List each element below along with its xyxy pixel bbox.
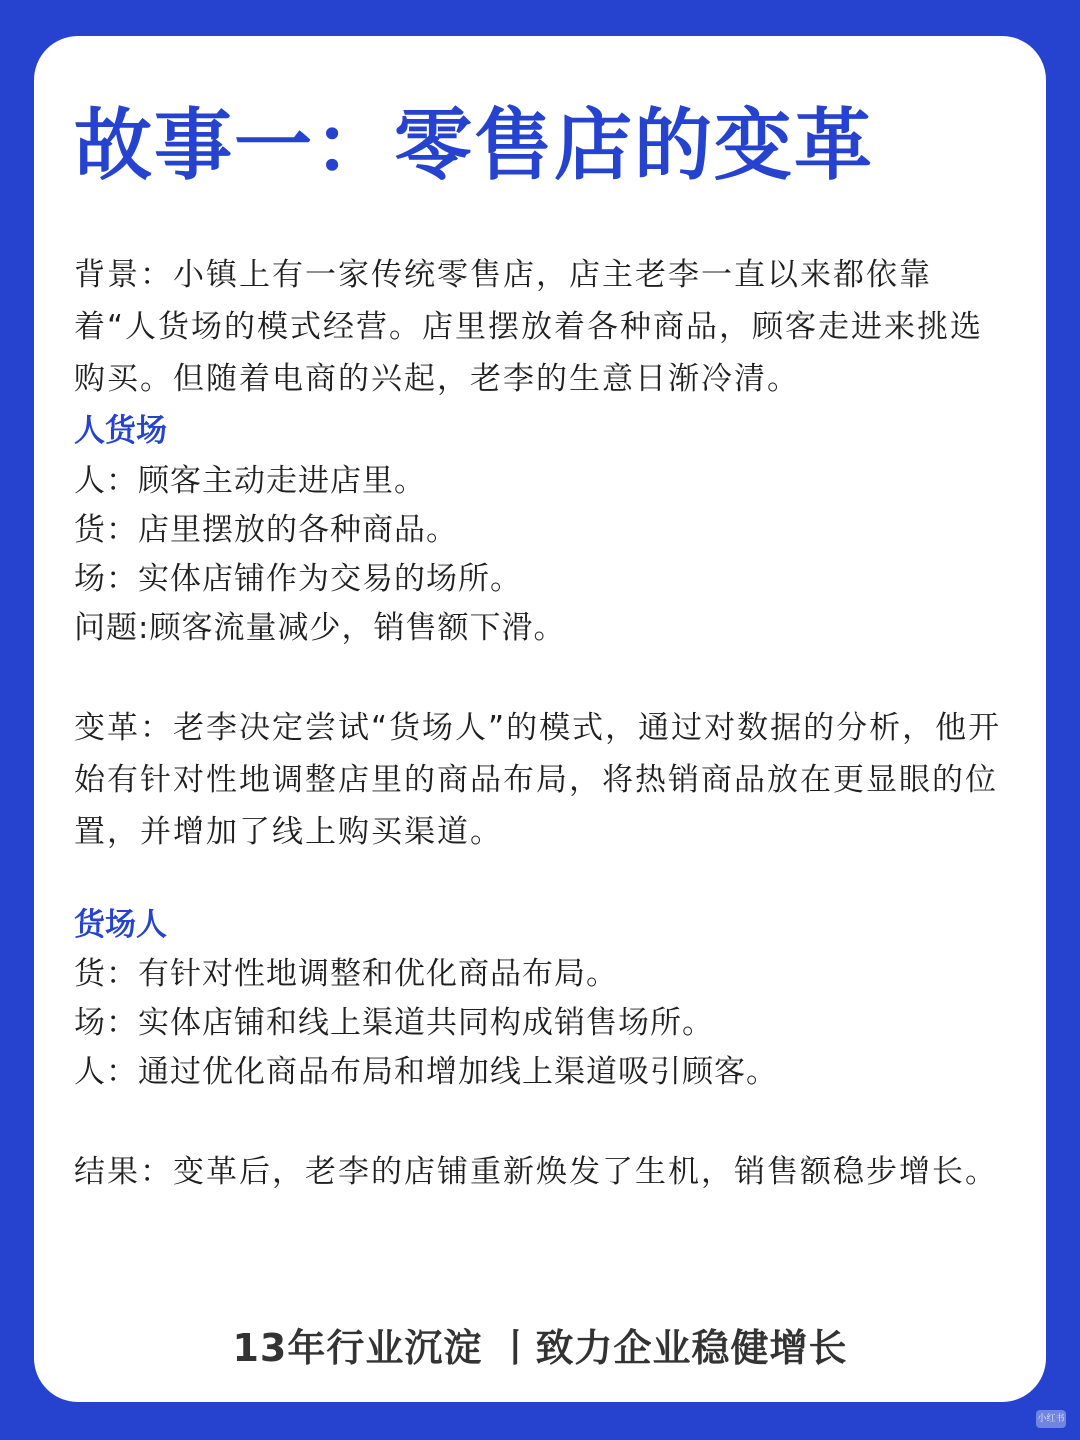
result-paragraph: 结果：变革后，老李的店铺重新焕发了生机，销售额稳步增长。 (74, 1154, 998, 1190)
content-card (34, 36, 1046, 1402)
background-paragraph: 背景：小镇上有一家传统零售店，店主老李一直以来都依靠着“人货场的模式经营。店里摆放着各种商品，顾客走进来挑选购买。但随着电商的兴起，老李的生意日渐冷清。 (74, 257, 984, 397)
article-title: 故事一：零售店的变革 (74, 101, 875, 191)
section-heading-huochangren: 货场人 (74, 907, 167, 943)
section1-line-ren: 人：顾客主动走进店里。 (74, 463, 426, 499)
section1-line-chang: 场：实体店铺作为交易的场所。 (74, 561, 522, 597)
platform-watermark: 小红书 (1036, 1410, 1066, 1428)
section-heading-renhuochang: 人货场 (74, 413, 167, 449)
section2-line-chang: 场：实体店铺和线上渠道共同构成销售场所。 (74, 1005, 714, 1041)
section1-line-problem: 问题:顾客流量减少，销售额下滑。 (74, 610, 566, 646)
change-paragraph: 变革：老李决定尝试“货场人”的模式，通过对数据的分析，他开始有针对性地调整店里的商品布局，将热销商品放在更显眼的位置，并增加了线上购买渠道。 (74, 710, 1002, 850)
section2-line-ren: 人：通过优化商品布局和增加线上渠道吸引顾客。 (74, 1054, 778, 1090)
section1-line-huo: 货：店里摆放的各种商品。 (74, 512, 458, 548)
footer-slogan: 13年行业沉淀 丨致力企业稳健增长 (232, 1326, 848, 1370)
section2-line-huo: 货：有针对性地调整和优化商品布局。 (74, 956, 618, 992)
